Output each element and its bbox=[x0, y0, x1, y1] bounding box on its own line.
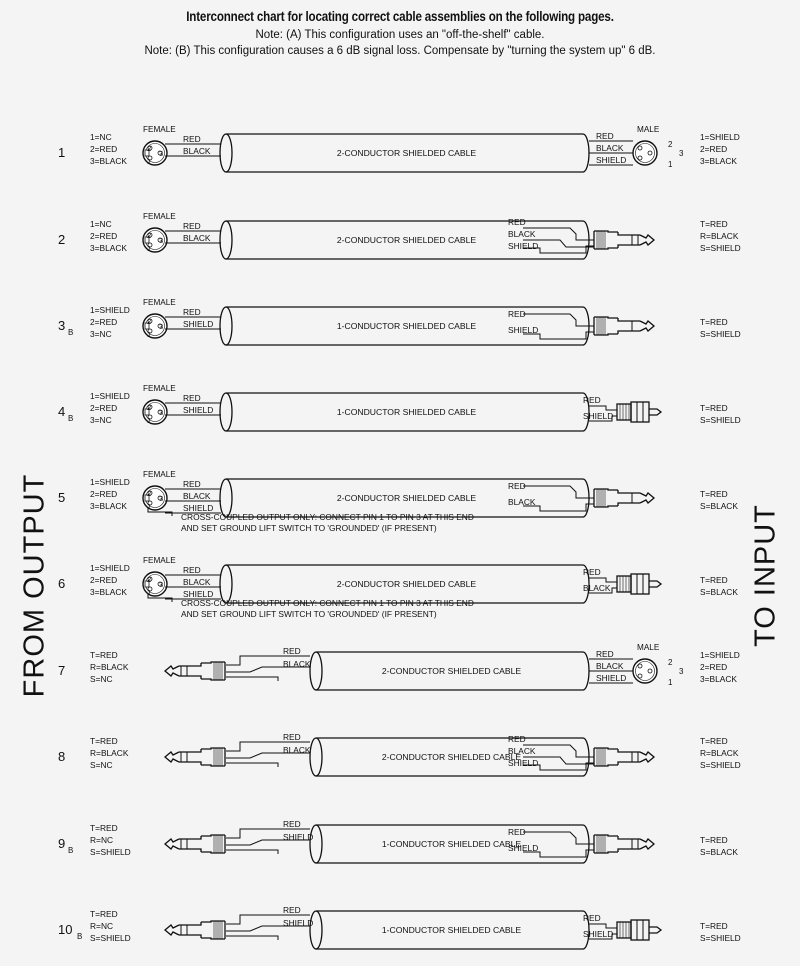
left-wire-label: BLACK bbox=[183, 233, 211, 243]
row-subscript-note: B bbox=[77, 932, 83, 941]
plug-handle-edge bbox=[594, 489, 618, 490]
row-number: 8 bbox=[58, 749, 66, 764]
note-b: Note: (B) This configuration causes a 6 dB signal loss. Compensate by "turning the system up" 6 dB. bbox=[144, 45, 656, 57]
right-pin-label: T=RED bbox=[700, 489, 728, 499]
row-number: 6 bbox=[58, 576, 66, 591]
left-connector-label: FEMALE bbox=[143, 384, 176, 393]
wire bbox=[589, 578, 617, 582]
xlr-pin-number: 1 bbox=[147, 244, 152, 253]
cable-type-label: 1-CONDUCTOR SHIELDED CABLE bbox=[381, 839, 522, 849]
left-pin-label: 1=SHIELD bbox=[90, 391, 130, 401]
plug-handle-edge bbox=[201, 679, 225, 680]
cable-end bbox=[310, 738, 322, 776]
plug-tip-icon bbox=[640, 235, 654, 245]
left-pin-label: R=NC bbox=[90, 835, 114, 845]
plug-handle-edge bbox=[201, 765, 225, 766]
left-wire-label: SHIELD bbox=[183, 503, 214, 513]
left-wire-label: RED bbox=[183, 565, 201, 575]
xlr-pin bbox=[638, 156, 642, 160]
wire bbox=[226, 677, 278, 681]
wire bbox=[226, 936, 278, 940]
left-wire-label: BLACK bbox=[183, 577, 211, 587]
xlr-pin-number: 2 bbox=[147, 403, 152, 412]
wire bbox=[226, 850, 278, 854]
cable-assembly-row bbox=[58, 470, 738, 533]
right-pin-label: S=SHIELD bbox=[700, 760, 741, 770]
left-pin-label: 2=RED bbox=[90, 231, 118, 241]
right-pin-label: 3=BLACK bbox=[700, 156, 738, 166]
plug-tip-icon bbox=[640, 839, 654, 849]
xlr-pin-number: 1 bbox=[147, 588, 152, 597]
plug-sleeve bbox=[179, 749, 201, 752]
cable-assembly-row bbox=[58, 819, 738, 863]
left-wire-label: RED bbox=[183, 393, 201, 403]
xlr-pin-number: 1 bbox=[147, 416, 152, 425]
left-pin-label: R=NC bbox=[90, 921, 114, 931]
left-wire-label: RED bbox=[283, 819, 301, 829]
cross-couple-note: CROSS-COUPLED OUTPUT ONLY: CONNECT PIN 1 TO PIN 3 AT THIS END bbox=[181, 512, 474, 522]
right-pin-label: T=RED bbox=[700, 317, 728, 327]
plug-sleeve bbox=[179, 676, 201, 679]
right-pin-label: T=RED bbox=[700, 835, 728, 845]
xlr-pin bbox=[648, 151, 652, 155]
rca-pin-icon bbox=[649, 409, 661, 415]
right-wire-label: BLACK bbox=[596, 661, 624, 671]
rca-shell bbox=[631, 920, 649, 940]
right-wire-label: BLACK bbox=[508, 746, 536, 756]
cable-type-label: 2-CONDUCTOR SHIELDED CABLE bbox=[381, 666, 522, 676]
xlr-pin bbox=[648, 669, 652, 673]
cable-assembly-row bbox=[58, 643, 740, 690]
plug-sleeve bbox=[618, 749, 640, 752]
row-number: 5 bbox=[58, 490, 66, 505]
left-wire-label: BLACK bbox=[283, 745, 311, 755]
row-number: 10 bbox=[58, 922, 73, 937]
right-pin-label: S=BLACK bbox=[700, 501, 738, 511]
right-pin-label: S=SHIELD bbox=[700, 415, 741, 425]
row-number: 3 bbox=[58, 318, 66, 333]
right-pin-label: 2=RED bbox=[700, 662, 728, 672]
right-wire-label: SHIELD bbox=[508, 241, 539, 251]
right-pin-label: T=RED bbox=[700, 219, 728, 229]
plug-sleeve bbox=[179, 663, 201, 666]
xlr-pin bbox=[638, 674, 642, 678]
left-wire-label: RED bbox=[183, 479, 201, 489]
left-connector-label: FEMALE bbox=[143, 212, 176, 221]
cable-assembly-row bbox=[58, 125, 740, 172]
right-pin-label: T=RED bbox=[700, 736, 728, 746]
right-wire-label: RED bbox=[583, 567, 601, 577]
chart-title: Interconnect chart for locating correct cable assemblies on the following pages. bbox=[186, 9, 614, 24]
left-pin-label: 1=SHIELD bbox=[90, 305, 130, 315]
right-pin-label: 1=SHIELD bbox=[700, 132, 740, 142]
right-wire-label: SHIELD bbox=[508, 843, 539, 853]
cable-type-label: 2-CONDUCTOR SHIELDED CABLE bbox=[336, 493, 477, 503]
right-pin-label: T=RED bbox=[700, 921, 728, 931]
left-pin-label: T=RED bbox=[90, 736, 118, 746]
xlr-pin-number: 3 bbox=[159, 408, 164, 417]
row-number: 9 bbox=[58, 836, 66, 851]
left-wire-label: SHIELD bbox=[183, 405, 214, 415]
xlr-pin-number: 3 bbox=[159, 236, 164, 245]
plug-sleeve bbox=[179, 762, 201, 765]
plug-sleeve bbox=[618, 503, 640, 506]
left-wire-label: SHIELD bbox=[283, 832, 314, 842]
plug-handle-edge bbox=[201, 662, 225, 663]
right-wire-label: SHIELD bbox=[583, 929, 614, 939]
cable-type-label: 2-CONDUCTOR SHIELDED CABLE bbox=[381, 752, 522, 762]
plug-sleeve bbox=[618, 318, 640, 321]
cable-assembly-row bbox=[58, 905, 741, 949]
plug-handle-edge bbox=[594, 317, 618, 318]
cable-type-label: 2-CONDUCTOR SHIELDED CABLE bbox=[336, 235, 477, 245]
plug-handle-edge bbox=[201, 835, 225, 836]
rca-shell bbox=[631, 574, 649, 594]
left-pin-label: 3=BLACK bbox=[90, 501, 128, 511]
left-connector-label: FEMALE bbox=[143, 298, 176, 307]
right-wire-label: BLACK bbox=[596, 143, 624, 153]
right-pin-label: T=RED bbox=[700, 403, 728, 413]
left-pin-label: 1=NC bbox=[90, 132, 112, 142]
plug-handle-edge bbox=[201, 852, 225, 853]
plug-sleeve bbox=[618, 836, 640, 839]
right-wire-label: RED bbox=[583, 395, 601, 405]
row-subscript-note: B bbox=[68, 328, 74, 337]
xlr-pin-number: 2 bbox=[147, 231, 152, 240]
right-wire-label: RED bbox=[596, 649, 614, 659]
left-pin-label: 3=BLACK bbox=[90, 587, 128, 597]
left-pin-label: S=NC bbox=[90, 674, 113, 684]
plug-handle-edge bbox=[201, 921, 225, 922]
cable-end bbox=[310, 825, 322, 863]
left-pin-label: 2=RED bbox=[90, 403, 118, 413]
xlr-pin-number: 3 bbox=[159, 149, 164, 158]
rca-shell bbox=[631, 402, 649, 422]
xlr-pin-number: 3 bbox=[159, 580, 164, 589]
left-wire-label: SHIELD bbox=[183, 319, 214, 329]
row-number: 2 bbox=[58, 232, 66, 247]
right-wire-label: RED bbox=[508, 827, 526, 837]
cable-assembly-row bbox=[58, 384, 741, 431]
plug-sleeve bbox=[618, 245, 640, 248]
right-pin-label: R=BLACK bbox=[700, 748, 739, 758]
xlr-pin-number: 3 bbox=[679, 667, 684, 676]
wire bbox=[589, 406, 617, 410]
cross-couple-note: AND SET GROUND LIFT SWITCH TO 'GROUNDED' (IF PRESENT) bbox=[181, 523, 437, 533]
right-wire-label: SHIELD bbox=[596, 155, 627, 165]
left-pin-label: 1=SHIELD bbox=[90, 477, 130, 487]
xlr-pin-number: 2 bbox=[668, 140, 673, 149]
xlr-pin-number: 3 bbox=[159, 494, 164, 503]
row-number: 7 bbox=[58, 663, 66, 678]
plug-handle-edge bbox=[594, 748, 618, 749]
left-pin-label: 3=BLACK bbox=[90, 243, 128, 253]
right-wire-label: RED bbox=[508, 734, 526, 744]
right-pin-label: 1=SHIELD bbox=[700, 650, 740, 660]
left-wire-label: RED bbox=[183, 134, 201, 144]
plug-tip-icon bbox=[165, 839, 179, 849]
row-subscript-note: B bbox=[68, 414, 74, 423]
right-pin-label: 2=RED bbox=[700, 144, 728, 154]
note-a: Note: (A) This configuration uses an "off-the-shelf" cable. bbox=[255, 29, 545, 41]
plug-handle-edge bbox=[594, 506, 618, 507]
xlr-pin-number: 2 bbox=[147, 144, 152, 153]
plug-tip-icon bbox=[165, 666, 179, 676]
left-wire-label: BLACK bbox=[283, 659, 311, 669]
left-pin-label: 3=NC bbox=[90, 329, 112, 339]
left-pin-label: 3=NC bbox=[90, 415, 112, 425]
to-input-label: TO INPUT bbox=[749, 504, 782, 647]
cross-couple-note: CROSS-COUPLED OUTPUT ONLY: CONNECT PIN 1 TO PIN 3 AT THIS END bbox=[181, 598, 474, 608]
left-pin-label: 1=SHIELD bbox=[90, 563, 130, 573]
right-wire-label: RED bbox=[583, 913, 601, 923]
xlr-pin bbox=[638, 146, 642, 150]
right-wire-label: BLACK bbox=[508, 497, 536, 507]
plug-handle-edge bbox=[594, 248, 618, 249]
left-connector-label: FEMALE bbox=[143, 470, 176, 479]
xlr-pin-number: 2 bbox=[668, 658, 673, 667]
plug-handle-edge bbox=[594, 765, 618, 766]
right-pin-label: 3=BLACK bbox=[700, 674, 738, 684]
plug-sleeve bbox=[618, 232, 640, 235]
xlr-pin-number: 1 bbox=[147, 330, 152, 339]
right-wire-label: RED bbox=[596, 131, 614, 141]
xlr-pin-number: 2 bbox=[147, 575, 152, 584]
left-wire-label: RED bbox=[283, 905, 301, 915]
xlr-pin bbox=[638, 664, 642, 668]
left-pin-label: T=RED bbox=[90, 650, 118, 660]
left-wire-label: BLACK bbox=[183, 491, 211, 501]
right-wire-label: RED bbox=[508, 217, 526, 227]
left-pin-label: S=SHIELD bbox=[90, 847, 131, 857]
xlr-pin-number: 3 bbox=[159, 322, 164, 331]
right-wire-label: SHIELD bbox=[508, 325, 539, 335]
left-wire-label: RED bbox=[183, 307, 201, 317]
right-pin-label: S=SHIELD bbox=[700, 933, 741, 943]
left-wire-label: BLACK bbox=[183, 146, 211, 156]
wire bbox=[589, 924, 617, 928]
left-pin-label: T=RED bbox=[90, 823, 118, 833]
left-pin-label: 3=BLACK bbox=[90, 156, 128, 166]
left-wire-label: SHIELD bbox=[183, 589, 214, 599]
right-wire-label: SHIELD bbox=[508, 758, 539, 768]
right-pin-label: S=BLACK bbox=[700, 587, 738, 597]
left-wire-label: SHIELD bbox=[283, 918, 314, 928]
left-pin-label: R=BLACK bbox=[90, 662, 129, 672]
row-number: 1 bbox=[58, 145, 66, 160]
xlr-pin-number: 1 bbox=[147, 157, 152, 166]
left-pin-label: 2=RED bbox=[90, 144, 118, 154]
left-wire-label: RED bbox=[183, 221, 201, 231]
cable-end bbox=[310, 652, 322, 690]
rca-pin-icon bbox=[649, 581, 661, 587]
right-wire-label: BLACK bbox=[508, 229, 536, 239]
right-wire-label: SHIELD bbox=[583, 411, 614, 421]
cable-end bbox=[220, 134, 232, 172]
right-wire-label: RED bbox=[508, 481, 526, 491]
left-pin-label: 2=RED bbox=[90, 489, 118, 499]
cable-assembly-row bbox=[58, 212, 741, 259]
left-connector-label: FEMALE bbox=[143, 125, 176, 134]
plug-tip-icon bbox=[640, 752, 654, 762]
xlr-pin-number: 3 bbox=[679, 149, 684, 158]
xlr-pin-number: 1 bbox=[668, 678, 673, 687]
cable-end bbox=[220, 307, 232, 345]
left-pin-label: S=SHIELD bbox=[90, 933, 131, 943]
plug-handle-edge bbox=[594, 835, 618, 836]
cable-assembly-row bbox=[58, 556, 738, 619]
plug-handle-edge bbox=[201, 938, 225, 939]
right-wire-label: SHIELD bbox=[596, 673, 627, 683]
right-connector-label: MALE bbox=[637, 643, 660, 652]
right-pin-label: S=SHIELD bbox=[700, 243, 741, 253]
right-pin-label: R=BLACK bbox=[700, 231, 739, 241]
plug-tip-icon bbox=[165, 925, 179, 935]
cable-end bbox=[310, 911, 322, 949]
right-pin-label: T=RED bbox=[700, 575, 728, 585]
xlr-pin-number: 1 bbox=[668, 160, 673, 169]
left-connector-label: FEMALE bbox=[143, 556, 176, 565]
cable-type-label: 2-CONDUCTOR SHIELDED CABLE bbox=[336, 148, 477, 158]
plug-tip-icon bbox=[640, 321, 654, 331]
plug-handle-edge bbox=[594, 852, 618, 853]
xlr-pin-number: 2 bbox=[147, 317, 152, 326]
xlr-connector-icon bbox=[633, 141, 657, 165]
xlr-pin-number: 2 bbox=[147, 489, 152, 498]
cable-type-label: 1-CONDUCTOR SHIELDED CABLE bbox=[381, 925, 522, 935]
row-number: 4 bbox=[58, 404, 66, 419]
cable-type-label: 1-CONDUCTOR SHIELDED CABLE bbox=[336, 321, 477, 331]
plug-handle-edge bbox=[201, 748, 225, 749]
left-wire-label: RED bbox=[283, 732, 301, 742]
plug-sleeve bbox=[618, 490, 640, 493]
plug-sleeve bbox=[179, 849, 201, 852]
plug-handle-edge bbox=[594, 334, 618, 335]
plug-sleeve bbox=[618, 762, 640, 765]
plug-sleeve bbox=[618, 849, 640, 852]
cable-type-label: 1-CONDUCTOR SHIELDED CABLE bbox=[336, 407, 477, 417]
left-pin-label: T=RED bbox=[90, 909, 118, 919]
plug-tip-icon bbox=[640, 493, 654, 503]
cable-assembly-row bbox=[58, 732, 741, 776]
left-pin-label: 2=RED bbox=[90, 575, 118, 585]
left-pin-label: R=BLACK bbox=[90, 748, 129, 758]
right-wire-label: RED bbox=[508, 309, 526, 319]
plug-sleeve bbox=[179, 922, 201, 925]
right-pin-label: S=SHIELD bbox=[700, 329, 741, 339]
rca-pin-icon bbox=[649, 927, 661, 933]
left-pin-label: S=NC bbox=[90, 760, 113, 770]
plug-sleeve bbox=[179, 935, 201, 938]
from-output-label: FROM OUTPUT bbox=[18, 473, 51, 698]
plug-tip-icon bbox=[165, 752, 179, 762]
left-pin-label: 2=RED bbox=[90, 317, 118, 327]
xlr-pin-number: 1 bbox=[147, 502, 152, 511]
right-wire-label: BLACK bbox=[583, 583, 611, 593]
plug-sleeve bbox=[618, 331, 640, 334]
cross-couple-note: AND SET GROUND LIFT SWITCH TO 'GROUNDED' (IF PRESENT) bbox=[181, 609, 437, 619]
plug-sleeve bbox=[179, 836, 201, 839]
right-pin-label: S=BLACK bbox=[700, 847, 738, 857]
cable-assembly-row bbox=[58, 298, 741, 345]
xlr-connector-icon bbox=[633, 659, 657, 683]
cable-end bbox=[220, 393, 232, 431]
cable-type-label: 2-CONDUCTOR SHIELDED CABLE bbox=[336, 579, 477, 589]
cable-end bbox=[220, 221, 232, 259]
left-pin-label: 1=NC bbox=[90, 219, 112, 229]
plug-handle-edge bbox=[594, 231, 618, 232]
left-wire-label: RED bbox=[283, 646, 301, 656]
row-subscript-note: B bbox=[68, 846, 74, 855]
right-connector-label: MALE bbox=[637, 125, 660, 134]
wire bbox=[226, 763, 278, 767]
